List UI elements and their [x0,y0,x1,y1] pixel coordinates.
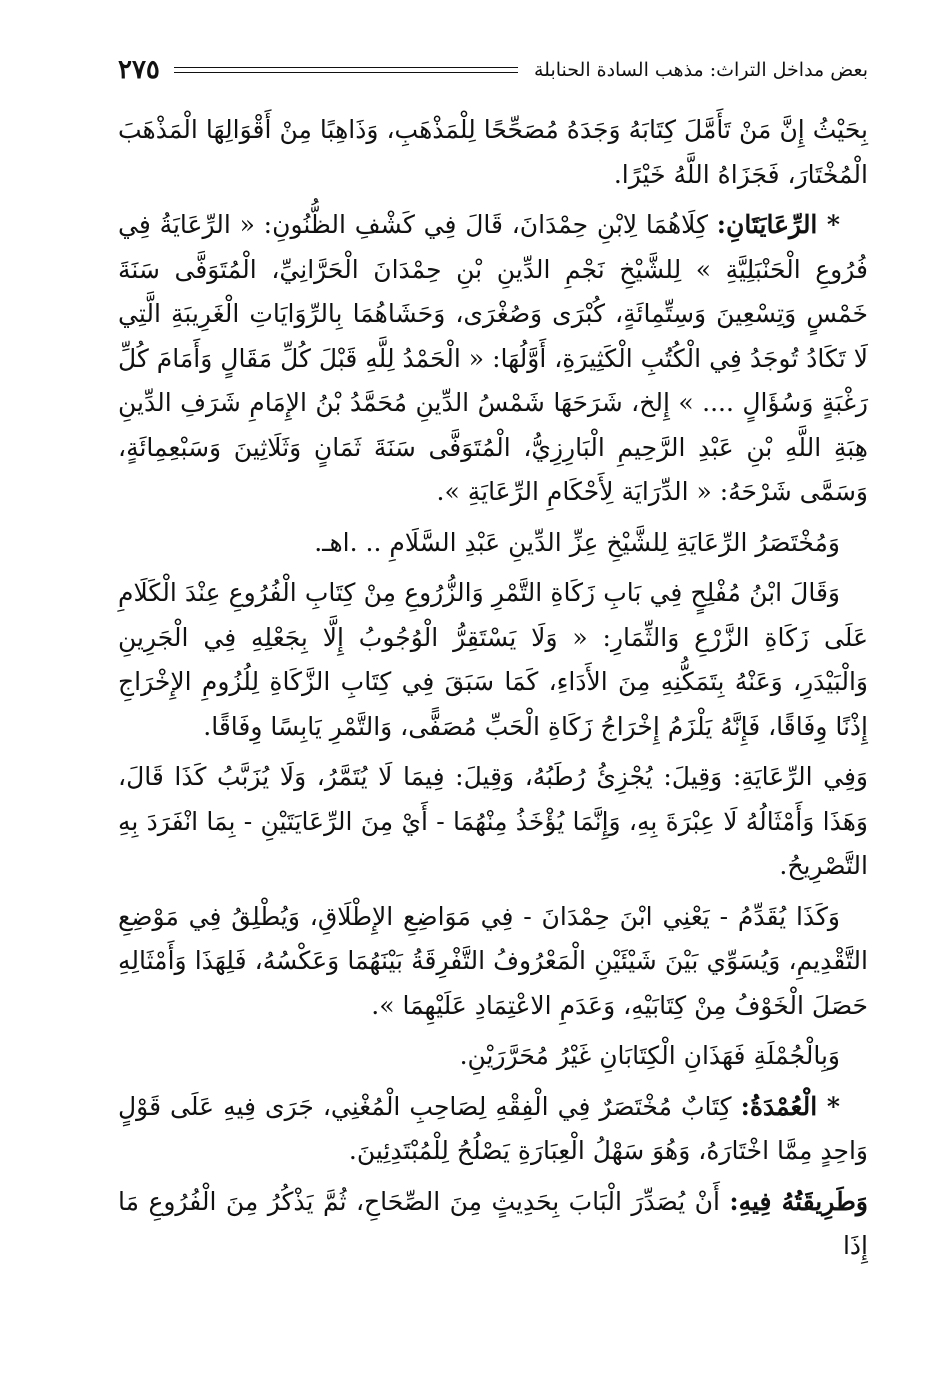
paragraph-text: وَمُخْتَصَرُ الرِّعَايَةِ لِلشَّيْخِ عِزِّ الدِّينِ عَبْدِ السَّلَامِ .. .اهـ. [314,527,840,557]
paragraph-text: كِتَابٌ مُخْتَصَرٌ فِي الْفِقْهِ لِصَاحِبِ الْمُغْنِي، جَرَى فِيهِ عَلَى قَوْلٍ وَاحِدٍ مِمَّا اخْتَارَهُ، وَهُوَ سَهْلُ الْعِبَارَةِ يَصْلُحُ لِلْمُبْتَدِئِينَ. [118,1091,868,1165]
paragraph [118,895,868,1029]
paragraph [118,571,868,749]
paragraph [118,108,868,197]
entry-term: * الرِّعَايَتَانِ: [716,210,840,239]
paragraph-text: وَبِالْجُمْلَةِ فَهَذَانِ الْكِتَابَانِ غَيْرُ مُحَرَّرَيْنِ. [459,1041,840,1070]
entry-term: * الْعُمْدَةُ: [740,1091,840,1121]
book-page [118,52,868,1372]
paragraph-text: بِحَيْثُ إِنَّ مَنْ تَأَمَّلَ كِتَابَهُ وَجَدَهُ مُصَحِّحًا لِلْمَذْهَبِ، وَذَاهِبًا مِنْ أَقْوَالِهَا الْمَذْهَبَ الْمُخْتَارَ، فَجَزَاهُ اللَّهُ خَيْرًا. [118,115,868,189]
paragraph-text: أَنْ يُصَدِّرَ الْبَابَ بِحَدِيثٍ مِنَ الصِّحَاحِ، ثُمَّ يَذْكُرُ مِنَ الْفُرُوعِ مَا إِذَا [118,1186,868,1260]
running-title: بعض مداخل التراث: مذهب السادة الحنابلة [533,59,868,81]
paragraph-method [118,1180,868,1269]
paragraph-text: كِلَاهُمَا لِابْنِ حِمْدَانَ، قَالَ فِي كَشْفِ الظُّنُونِ: « الرِّعَايَةُ فِي فُرُوعِ الْحَنْبَلِيَّةِ » لِلشَّيْخِ نَجْمِ الدِّينِ بْنِ حِمْدَانَ الْحَرَّانِيِّ، الْمُتَوَفَّى سَنَةَ خَمْسٍ وَتِسْعِينَ وَسِتِّمِائَةٍ، كُبْرَى وَصُغْرَى، وَحَشَاهُمَا بِالرِّوَايَاتِ الْغَرِيبَةِ الَّتِي لَا تَكَادُ تُوجَدُ فِي الْكُتُبِ الْكَثِيرَةِ، أَوَّلُهَا: « الْحَمْدُ لِلَّهِ قَبْلَ كُلِّ مَقَالٍ وَأَمَامَ كُلِّ رَغْبَةٍ وَسُؤَالٍ .... » إِلخ، شَرَحَهَا شَمْسُ الدِّينِ مُحَمَّدُ بْنُ الإِمَامِ شَرَفِ الدِّينِ هِبَةِ اللَّهِ بْنِ عَبْدِ الرَّحِيمِ الْبَارِزِيُّ، الْمُتَوَفَّى سَنَةَ ثَمَانٍ وَثَلَاثِينَ وَسَبْعِمِائَةٍ، وَسَمَّى شَرْحَهُ: « الدِّرَايَة لِأَحْكَامِ الرِّعَايَةِ ». [118,210,868,506]
entry-term: وَطَرِيقَتُهُ فِيهِ: [729,1186,868,1216]
paragraph [118,1034,868,1079]
paragraph [118,755,868,889]
page-body [118,108,868,1269]
paragraph-umdah [118,1085,868,1174]
running-head [118,52,868,88]
paragraph-ri-ayatan [118,203,868,515]
paragraph-text: وَقَالَ ابْنُ مُفْلِحٍ فِي بَابِ زَكَاةِ التَّمْرِ وَالزُّرُوعِ مِنْ كِتَابِ الْفُرُوعِ عِنْدَ الْكَلَامِ عَلَى زَكَاةِ الزَّرْعِ وَالثِّمَارِ: « وَلَا يَسْتَقِرُّ الْوُجُوبُ إِلَّا بِجَعْلِهِ فِي الْجَرِينِ وَالْبَيْدَرِ، وَعَنْهُ بِتَمَكُّنِهِ مِنَ الأَدَاءِ، كَمَا سَبَقَ فِي كِتَابِ الزَّكَاةِ لِلُزُومِ الإِخْرَاجِ إِذْنًا وِفَاقًا، فَإِنَّهُ يَلْزَمُ إِخْرَاجُ زَكَاةِ الْحَبِّ مُصَفًّى، وَالتَّمْرِ يَابِسًا وِفَاقًا. [118,578,868,741]
page-number: ٢٧٥ [118,55,160,85]
header-rule [174,67,518,73]
paragraph-text: وَفِي الرِّعَايَةِ: وَقِيلَ: يُجْزِئُ رُطَبُهُ، وَقِيلَ: فِيمَا لَا يُتَمَّرُ، وَلَا يُزَبَّبُ كَذَا قَالَ، وَهَذَا وَأَمْثَالُهُ لَا عِبْرَةَ بِهِ، وَإِنَّمَا يُؤْخَذُ مِنْهُمَا - أَيْ مِنَ الرِّعَايَتَيْنِ - بِمَا انْفَرَدَ بِهِ التَّصْرِيحُ. [118,762,868,880]
paragraph-text: وَكَذَا يُقَدِّمُ - يَعْنِي ابْنَ حِمْدَانَ - فِي مَوَاضِعِ الإِطْلَاقِ، وَيُطْلِقُ فِي مَوْضِعِ التَّقْدِيمِ، وَيُسَوِّي بَيْنَ شَيْئَيْنِ الْمَعْرُوفُ التَّفْرِقَةُ بَيْنَهُمَا وَعَكْسُهُ، فَلِهَذَا وَأَمْثَالِهِ حَصَلَ الْخَوْفُ مِنْ كِتَابَيْهِ، وَعَدَمِ الاعْتِمَادِ عَلَيْهِمَا ». [118,901,868,1020]
paragraph [118,521,868,566]
